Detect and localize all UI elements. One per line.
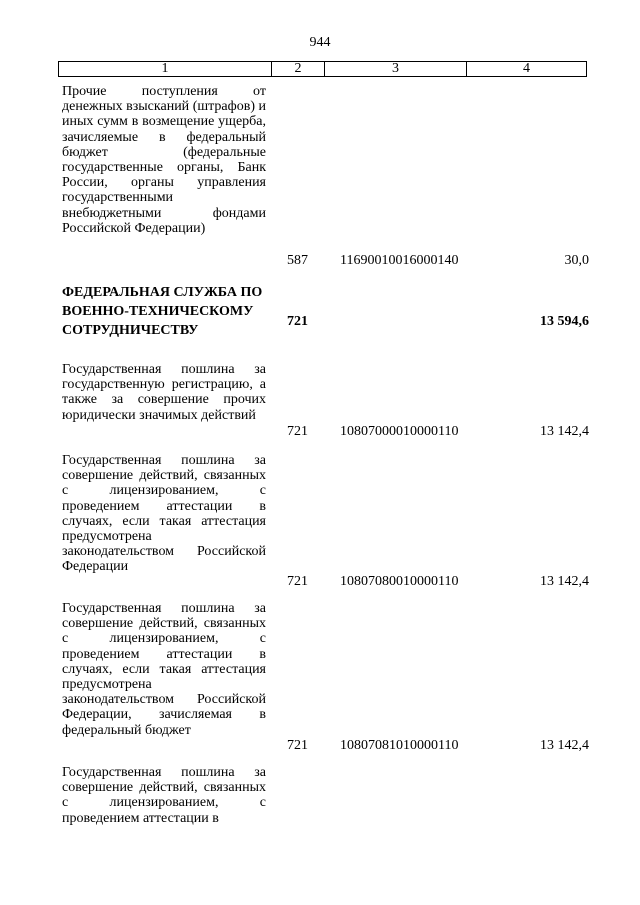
- row-amount: 30,0: [564, 253, 589, 268]
- row-budget-code: 10807000010000110: [340, 424, 459, 439]
- section-admin-code: 721: [287, 314, 308, 329]
- row-budget-code: 10807080010000110: [340, 574, 459, 589]
- page-number: 944: [309, 35, 331, 50]
- row-admin-code: 587: [287, 253, 308, 268]
- section-title: ФЕДЕРАЛЬНАЯ СЛУЖБА ПО ВОЕННО-ТЕХНИЧЕСКОМУ СОТРУДНИЧЕСТВУ: [62, 285, 263, 338]
- row-admin-code: 721: [287, 424, 308, 439]
- row-description: Государственная пошлина за совершение действий, связанных с лицензированием, с проведением аттестации в: [62, 765, 266, 826]
- row-amount: 13 142,4: [540, 574, 589, 589]
- row-budget-code: 11690010016000140: [340, 253, 459, 268]
- table-header: [58, 61, 587, 77]
- section-amount: 13 594,6: [540, 314, 589, 329]
- row-amount: 13 142,4: [540, 424, 589, 439]
- column-header-2: 2: [272, 62, 325, 77]
- row-budget-code: 10807081010000110: [340, 738, 459, 753]
- row-admin-code: 721: [287, 738, 308, 753]
- row-description: Государственная пошлина за государственную регистрацию, а также за совершение прочих юридически значимых действий: [62, 362, 266, 423]
- row-description: Государственная пошлина за совершение действий, связанных с лицензированием, с проведением аттестации в случаях, если такая аттестация предусмотрена законодательством Российской Федерации, зачисляемая в федеральный бюджет: [62, 601, 266, 738]
- row-admin-code: 721: [287, 574, 308, 589]
- column-header-4: 4: [467, 62, 587, 77]
- row-description: Государственная пошлина за совершение действий, связанных с лицензированием, с проведением аттестации в случаях, если такая аттестация предусмотрена законодательством Российской Федерации: [62, 453, 266, 575]
- row-amount: 13 142,4: [540, 738, 589, 753]
- column-header-1: 1: [59, 62, 272, 77]
- row-description: Прочие поступления от денежных взысканий (штрафов) и иных сумм в возмещение ущерба, зачисляемые в федеральный бюджет (федеральные государственные органы, Банк России, органы управления государственными внебюджетными фондами Российской Федерации): [62, 84, 266, 236]
- column-header-3: 3: [325, 62, 467, 77]
